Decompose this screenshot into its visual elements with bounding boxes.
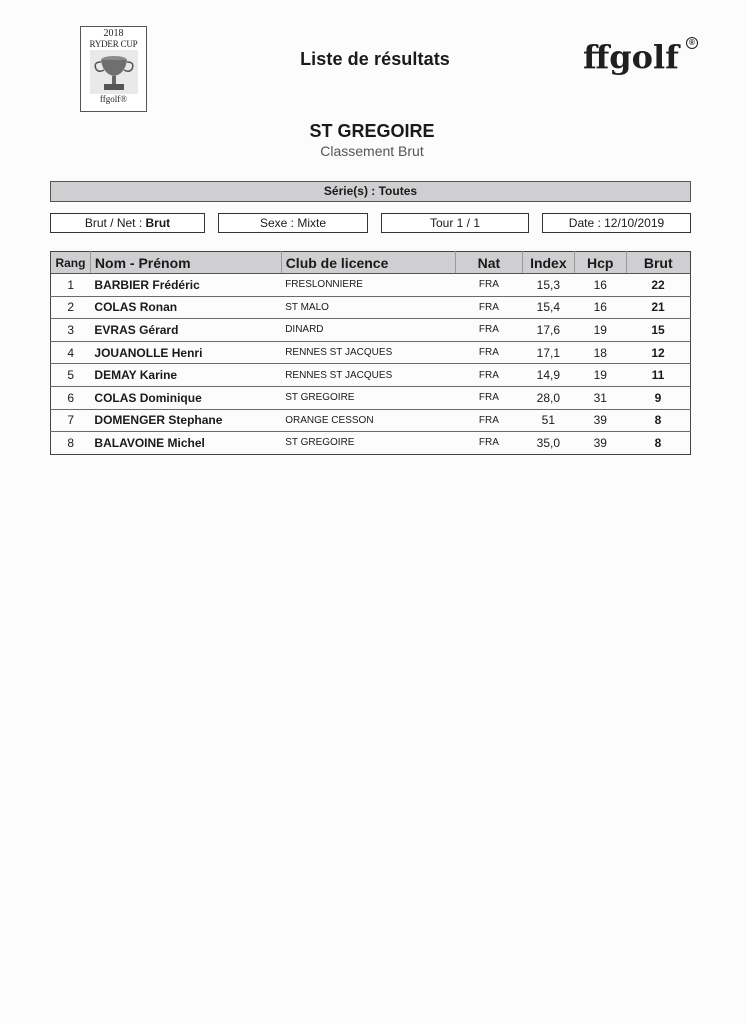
series-bar: Série(s) : Toutes [50, 181, 691, 202]
col-header-index: Index [522, 252, 574, 274]
cell-club: ST GREGOIRE [281, 386, 455, 409]
cell-brut: 8 [626, 409, 691, 432]
cell-index: 28,0 [522, 386, 574, 409]
results-table [50, 251, 691, 455]
club-name: ST GREGOIRE [309, 121, 435, 141]
cell-brut: 9 [626, 386, 691, 409]
cell-club: ORANGE CESSON [281, 409, 455, 432]
ryder-cup-name: RYDER CUP [89, 39, 138, 49]
sexe-box [218, 213, 368, 233]
table-row [51, 364, 691, 387]
cell-hcp: 39 [575, 409, 626, 432]
cell-nom: BALAVOINE Michel [94, 435, 205, 450]
cell-hcp: 39 [593, 435, 607, 450]
cell-rang: 3 [51, 319, 91, 342]
cell-rang: 6 [51, 386, 91, 409]
table-row [51, 409, 691, 432]
cell-hcp: 31 [575, 386, 626, 409]
cell-nom: DEMAY Karine [90, 364, 281, 387]
table-row [51, 432, 691, 455]
col-header-nat: Nat [456, 252, 523, 274]
trophy-icon [90, 50, 138, 94]
ryder-cup-year: 2018 [103, 28, 124, 39]
date-value: Date : 12/10/2019 [568, 216, 665, 230]
results-body [51, 274, 691, 455]
sexe-value: Mixte [297, 216, 327, 230]
cell-index: 35,0 [536, 435, 561, 450]
cell-nat: FRA [456, 296, 523, 319]
cell-brut: 15 [626, 319, 691, 342]
cell-rang: 7 [51, 409, 91, 432]
col-header-nom: Nom - Prénom [90, 252, 281, 274]
cell-brut: 11 [626, 364, 691, 387]
cell-index: 51 [522, 409, 574, 432]
brut-net-box [50, 213, 205, 233]
cell-brut: 8 [654, 435, 662, 450]
cell-club: RENNES ST JACQUES [281, 364, 455, 387]
cell-brut: 22 [626, 274, 691, 297]
ryder-cup-logo [80, 26, 147, 112]
table-row [51, 296, 691, 319]
cell-nat: FRA [456, 409, 523, 432]
cell-brut: 21 [626, 296, 691, 319]
cell-hcp: 18 [575, 341, 626, 364]
cell-club: RENNES ST JACQUES [281, 341, 455, 364]
cell-nom: EVRAS Gérard [90, 319, 281, 342]
col-header-brut: Brut [626, 252, 691, 274]
cell-index: 15,3 [522, 274, 574, 297]
cell-nom: JOUANOLLE Henri [90, 341, 281, 364]
sexe-label: Sexe : [259, 216, 294, 230]
cell-hcp: 16 [575, 274, 626, 297]
cell-nat: FRA [456, 341, 523, 364]
document-title: Liste de résultats [300, 49, 450, 69]
cell-hcp: 16 [575, 296, 626, 319]
cell-nom: DOMENGER Stephane [90, 409, 281, 432]
cell-nat: FRA [456, 274, 523, 297]
cell-index: 15,4 [522, 296, 574, 319]
cell-brut: 12 [626, 341, 691, 364]
ffgolf-logo: ffgolf [583, 38, 679, 76]
cell-nom: COLAS Ronan [90, 296, 281, 319]
cell-index: 17,1 [522, 341, 574, 364]
ranking-type: Classement Brut [320, 143, 424, 159]
tour-box [381, 213, 529, 233]
ryder-cup-sublogo: ffgolf® [99, 94, 128, 104]
cell-index: 14,9 [522, 364, 574, 387]
cell-hcp: 19 [575, 319, 626, 342]
date-box [542, 213, 691, 233]
cell-nom: COLAS Dominique [90, 386, 281, 409]
col-header-hcp: Hcp [575, 252, 626, 274]
table-row [51, 341, 691, 364]
cell-club: ST GREGOIRE [285, 437, 355, 449]
col-header-rang: Rang [51, 252, 91, 274]
cell-nat: FRA [456, 386, 523, 409]
cell-club: FRESLONNIERE [281, 274, 455, 297]
cell-rang: 4 [51, 341, 91, 364]
cell-index: 17,6 [522, 319, 574, 342]
cell-club: DINARD [281, 319, 455, 342]
cell-nat: FRA [456, 364, 523, 387]
cell-rang: 8 [67, 435, 75, 450]
brut-net-label: Brut / Net : [84, 216, 143, 230]
col-header-club: Club de licence [281, 252, 455, 274]
brut-net-value: Brut [145, 216, 171, 230]
table-header-row [51, 252, 691, 274]
table-row [51, 386, 691, 409]
table-row [51, 319, 691, 342]
cell-rang: 5 [51, 364, 91, 387]
cell-rang: 2 [51, 296, 91, 319]
cell-nat: FRA [478, 437, 499, 449]
cell-club: ST MALO [281, 296, 455, 319]
tour-value: Tour 1 / 1 [429, 216, 481, 230]
cell-hcp: 19 [575, 364, 626, 387]
cell-nat: FRA [456, 319, 523, 342]
registered-mark-icon: ® [686, 37, 698, 49]
cell-rang: 1 [51, 274, 91, 297]
cell-nom: BARBIER Frédéric [90, 274, 281, 297]
table-row [51, 274, 691, 297]
